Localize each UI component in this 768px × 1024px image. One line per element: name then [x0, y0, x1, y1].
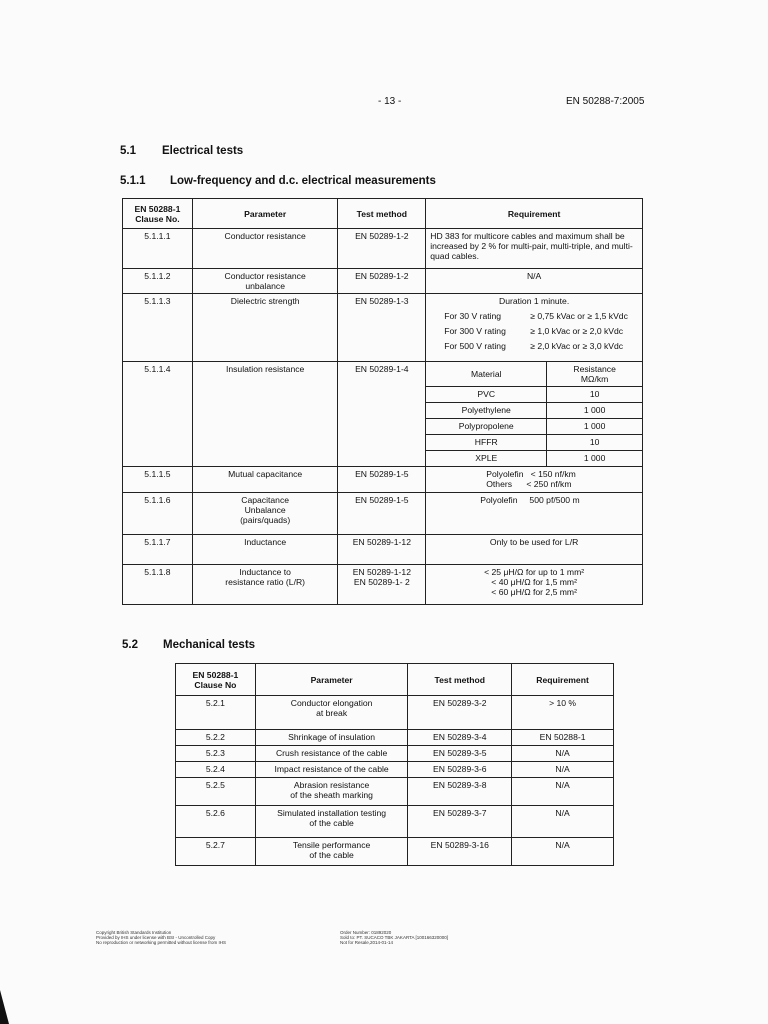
- parameter-cell: Simulated installation testing of the cable: [255, 806, 408, 838]
- method-cell: EN 50289-1-5: [338, 467, 426, 493]
- section-5-1-number: 5.1: [120, 145, 136, 157]
- footer-order-info: [340, 930, 448, 945]
- footer-line: Provided by IHS under license with BSI - Uncontrolled Copy: [96, 935, 216, 940]
- clause-cell: 5.1.1.6: [123, 493, 193, 535]
- insulation-subtable: [426, 362, 642, 466]
- header-parameter: Parameter: [255, 664, 408, 696]
- parameter-cell: Conductor resistance: [192, 229, 338, 269]
- method-cell: EN 50289-1-4: [338, 362, 426, 467]
- method-cell: EN 50289-3-8: [408, 778, 512, 806]
- table-row: [176, 746, 614, 762]
- subtable-row: [426, 451, 642, 467]
- method-cell: EN 50289-1-12: [338, 535, 426, 565]
- resistance-cell: 10: [547, 435, 642, 451]
- table-row: [123, 565, 643, 605]
- requirement-cell: N/A: [512, 762, 614, 778]
- section-5-1-1-number: 5.1.1: [120, 175, 146, 187]
- parameter-cell: Impact resistance of the cable: [255, 762, 408, 778]
- clause-cell: 5.1.1.8: [123, 565, 193, 605]
- requirement-cell: [426, 362, 643, 467]
- requirement-cell: [426, 565, 643, 605]
- lr-line: < 25 μH/Ω for up to 1 mm²: [484, 567, 585, 577]
- requirement-cell: N/A: [512, 806, 614, 838]
- method-cell: EN 50289-3-2: [408, 696, 512, 730]
- material-cell: Polyethylene: [426, 403, 547, 419]
- section-5-2-number: 5.2: [122, 639, 138, 651]
- mechanical-tests-table: [175, 663, 614, 866]
- footer-line: Not for Resale,2014-01-14: [340, 940, 394, 945]
- parameter-cell: Mutual capacitance: [192, 467, 338, 493]
- subtable-row: [426, 419, 642, 435]
- clause-cell: 5.2.4: [176, 762, 256, 778]
- parameter-cell: Conductor elongation at break: [255, 696, 408, 730]
- electrical-tests-table: [122, 198, 643, 605]
- parameter-cell: Capacitance Unbalance (pairs/quads): [192, 493, 338, 535]
- requirement-cell: N/A: [426, 269, 643, 294]
- footer-line: Sold to: PT. SUCACO TBK JAKARTA [100166320000]: [340, 935, 449, 940]
- parameter-cell: Crush resistance of the cable: [255, 746, 408, 762]
- scan-edge-shadow: [0, 990, 9, 1024]
- method-cell: EN 50289-1-3: [338, 294, 426, 362]
- clause-cell: 5.1.1.5: [123, 467, 193, 493]
- rating-requirement: ≥ 0,75 kVac or ≥ 1,5 kVdc: [530, 310, 628, 321]
- footer-line: Copyright British Standards Institution: [96, 930, 172, 935]
- dielectric-line: [430, 325, 638, 336]
- resistance-cell: 10: [547, 387, 642, 403]
- requirement-cell: N/A: [512, 838, 614, 866]
- resistance-header: Resistance MΩ/km: [547, 362, 642, 387]
- subtable-row: [426, 435, 642, 451]
- section-5-2-title: Mechanical tests: [163, 639, 256, 651]
- clause-cell: 5.1.1.2: [123, 269, 193, 294]
- resistance-cell: 1 000: [547, 451, 642, 467]
- footer-line: Order Number: 01892020: [340, 930, 392, 935]
- clause-cell: 5.2.6: [176, 806, 256, 838]
- requirement-cell: N/A: [512, 778, 614, 806]
- clause-cell: 5.1.1.7: [123, 535, 193, 565]
- footer-line: No reproduction or networking permitted without license from IHS: [96, 940, 227, 945]
- method-cell: EN 50289-3-16: [408, 838, 512, 866]
- requirement-cell: [426, 294, 643, 362]
- rating-label: For 500 V rating: [444, 340, 506, 351]
- clause-cell: 5.1.1.4: [123, 362, 193, 467]
- material-cell: Polypropolene: [426, 419, 547, 435]
- lr-line: < 40 μH/Ω for 1,5 mm²: [491, 577, 577, 587]
- section-5-1-1-title: Low-frequency and d.c. electrical measurements: [170, 175, 436, 187]
- table-row: [123, 229, 643, 269]
- method-cell: EN 50289-1-12 EN 50289-1- 2: [338, 565, 426, 605]
- method-cell: EN 50289-3-4: [408, 730, 512, 746]
- header-test-method: Test method: [338, 199, 426, 229]
- parameter-cell: Dielectric strength: [192, 294, 338, 362]
- material-cell: HFFR: [426, 435, 547, 451]
- method-cell: EN 50289-3-5: [408, 746, 512, 762]
- subtable-row: [426, 387, 642, 403]
- method-cell: EN 50289-1-2: [338, 229, 426, 269]
- subtable-header: [426, 362, 642, 387]
- clause-cell: 5.1.1.3: [123, 294, 193, 362]
- material-cell: XPLE: [426, 451, 547, 467]
- requirement-cell: N/A: [512, 746, 614, 762]
- rating-label: For 30 V rating: [444, 310, 502, 321]
- method-cell: EN 50289-1-2: [338, 269, 426, 294]
- table-row: [123, 362, 643, 467]
- table-row: [176, 778, 614, 806]
- table-header-row: [176, 664, 614, 696]
- table-row: [123, 493, 643, 535]
- table-header-row: [123, 199, 643, 229]
- header-parameter: Parameter: [192, 199, 338, 229]
- header-requirement: Requirement: [512, 664, 614, 696]
- clause-cell: 5.2.1: [176, 696, 256, 730]
- clause-cell: 5.2.7: [176, 838, 256, 866]
- footer-copyright: [96, 930, 226, 945]
- material-cell: PVC: [426, 387, 547, 403]
- table-row: [176, 806, 614, 838]
- table-row: [176, 838, 614, 866]
- method-cell: EN 50289-3-6: [408, 762, 512, 778]
- table-row: [176, 762, 614, 778]
- subtable-row: [426, 403, 642, 419]
- dielectric-line: [430, 340, 638, 351]
- page-number: - 13 -: [378, 96, 402, 107]
- method-cell: EN 50289-3-7: [408, 806, 512, 838]
- requirement-cell: EN 50288-1: [512, 730, 614, 746]
- clause-cell: 5.2.2: [176, 730, 256, 746]
- material-header: Material: [426, 362, 547, 387]
- table-row: [123, 269, 643, 294]
- method-cell: EN 50289-1-5: [338, 493, 426, 535]
- rating-label: For 300 V rating: [444, 325, 506, 336]
- clause-cell: 5.2.3: [176, 746, 256, 762]
- parameter-cell: Insulation resistance: [192, 362, 338, 467]
- parameter-cell: Inductance: [192, 535, 338, 565]
- requirement-cell: Polyolefin 500 pf/500 m: [426, 493, 643, 535]
- clause-cell: 5.2.5: [176, 778, 256, 806]
- table-row: [123, 535, 643, 565]
- parameter-cell: Tensile performance of the cable: [255, 838, 408, 866]
- dielectric-duration: Duration 1 minute.: [499, 296, 570, 306]
- table-row: [123, 467, 643, 493]
- parameter-cell: Abrasion resistance of the sheath marking: [255, 778, 408, 806]
- requirement-cell: Only to be used for L/R: [426, 535, 643, 565]
- rating-requirement: ≥ 2,0 kVac or ≥ 3,0 kVdc: [530, 340, 624, 351]
- table-row: [176, 730, 614, 746]
- lr-line: < 60 μH/Ω for 2,5 mm²: [491, 587, 577, 597]
- parameter-cell: Shrinkage of insulation: [255, 730, 408, 746]
- dielectric-line: [430, 310, 638, 321]
- header-requirement: Requirement: [426, 199, 643, 229]
- resistance-cell: 1 000: [547, 403, 642, 419]
- header-clause: EN 50288-1 Clause No: [176, 664, 256, 696]
- requirement-cell: Polyolefin < 150 nf/km Others < 250 nf/km: [426, 467, 643, 493]
- rating-requirement: ≥ 1,0 kVac or ≥ 2,0 kVdc: [530, 325, 624, 336]
- section-5-1-title: Electrical tests: [162, 145, 244, 157]
- requirement-cell: HD 383 for multicore cables and maximum shall be increased by 2 % for multi-pair, multi-triple, and multi-quad cables.: [426, 229, 643, 269]
- parameter-cell: Inductance to resistance ratio (L/R): [192, 565, 338, 605]
- table-row: [123, 294, 643, 362]
- clause-cell: 5.1.1.1: [123, 229, 193, 269]
- parameter-cell: Conductor resistance unbalance: [192, 269, 338, 294]
- table-row: [176, 696, 614, 730]
- document-id: EN 50288-7:2005: [566, 96, 645, 107]
- resistance-cell: 1 000: [547, 419, 642, 435]
- requirement-cell: > 10 %: [512, 696, 614, 730]
- header-test-method: Test method: [408, 664, 512, 696]
- header-clause: EN 50288-1 Clause No.: [123, 199, 193, 229]
